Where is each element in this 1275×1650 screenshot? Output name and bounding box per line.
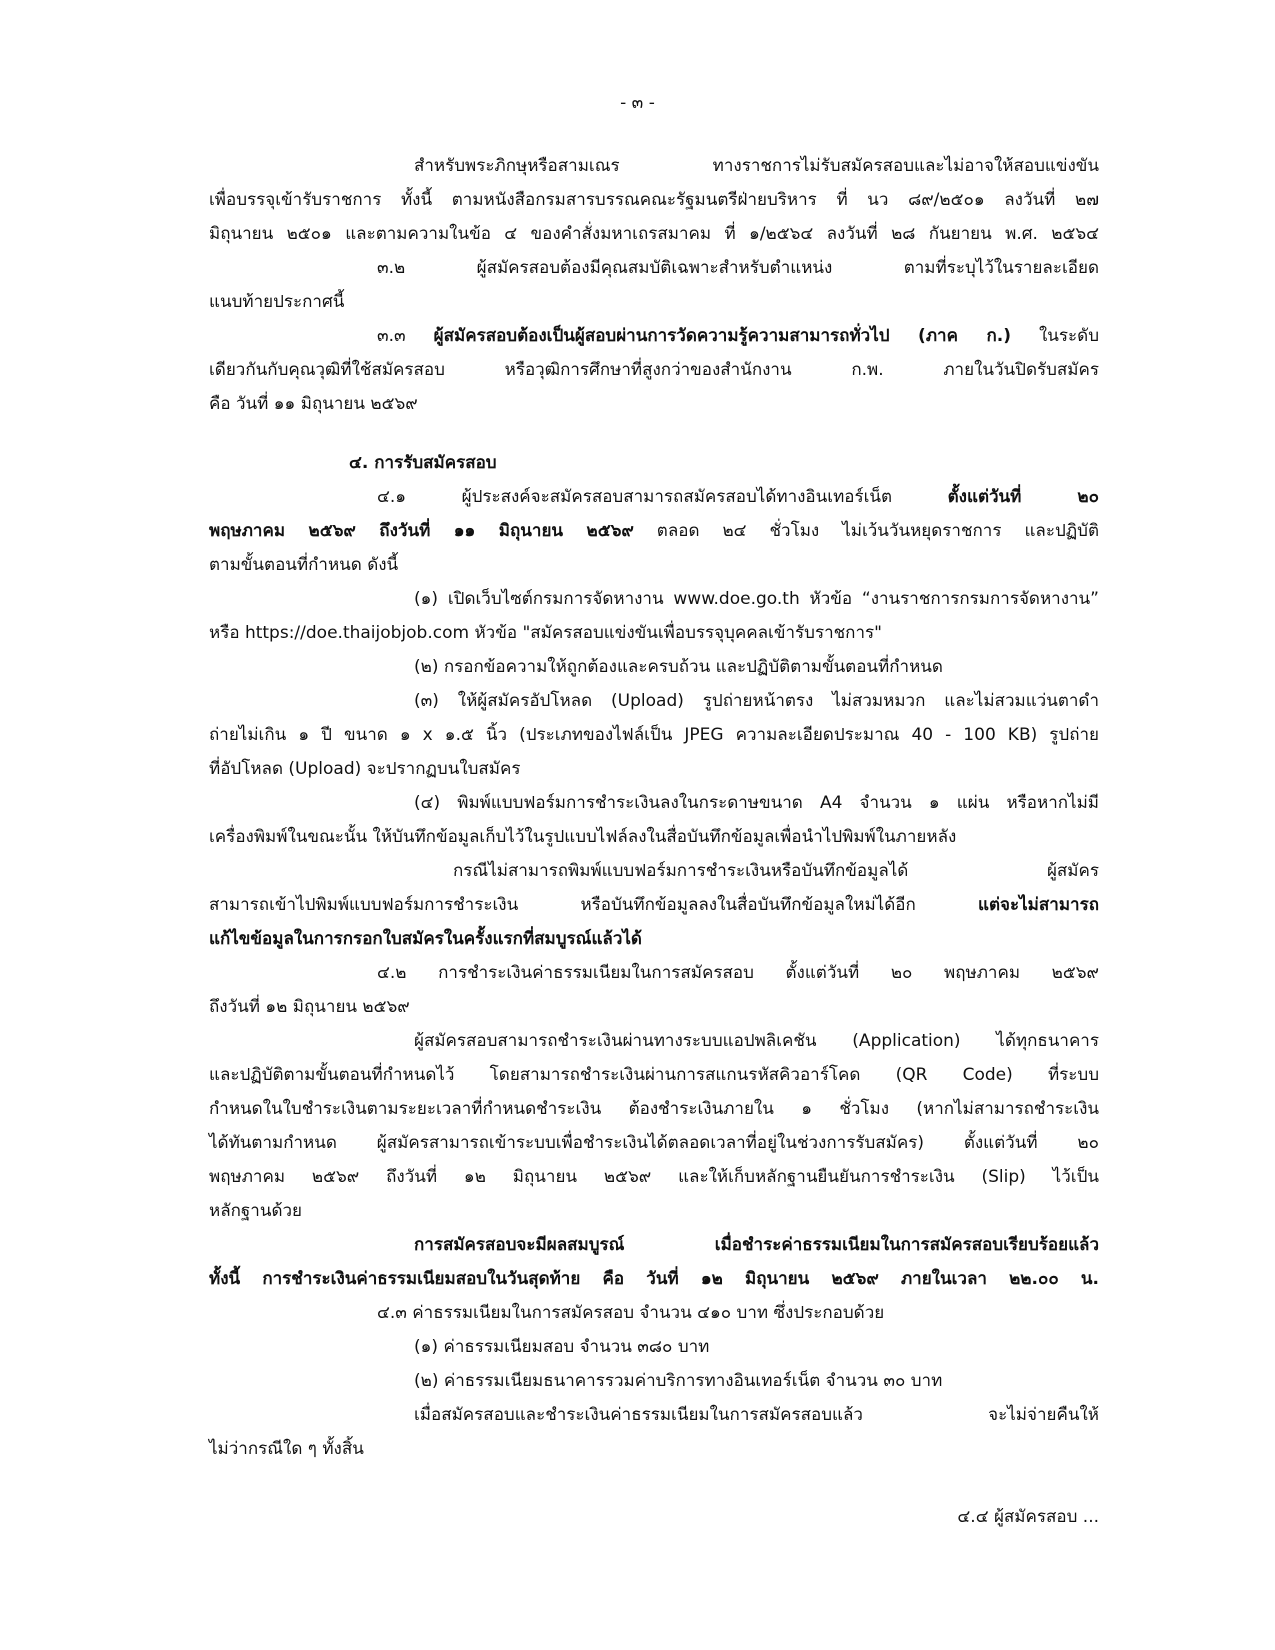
note-text: สามารถเข้าไปพิมพ์แบบฟอร์มการชำระเงิน หรือบันทึกข้อมูลลงในสื่อบันทึกข้อมูลใหม่ได้อีก bbox=[209, 895, 979, 915]
clause-3-3-line-2: เดียวกันกับคุณวุฒิที่ใช้สมัครสอบ หรือวุฒิการศึกษาที่สูงกว่าของสำนักงาน ก.พ. ภายในวันปิดรับสมัคร bbox=[209, 360, 1099, 380]
step-3-line-3: ที่อัปโหลด (Upload) จะปรากฏบนใบสมัคร bbox=[209, 759, 521, 779]
step-3-line-2: ถ่ายไม่เกิน ๑ ปี ขนาด ๑ x ๑.๕ นิ้ว (ประเภทของไฟล์เป็น JPEG ความละเอียดประมาณ 40 - 100 KB) รูปถ่าย bbox=[209, 725, 1099, 745]
clause-3-3-rest: ในระดับ bbox=[1010, 326, 1099, 346]
clause-3-3-number: ๓.๓ bbox=[377, 326, 434, 346]
note-line-2 bbox=[209, 888, 1099, 922]
continuation-marker: ๔.๔ ผู้สมัครสอบ ... bbox=[957, 1507, 1099, 1527]
completion-line-1: การสมัครสอบจะมีผลสมบูรณ์ เมื่อชำระค่าธรรมเนียมในการสมัครสอบเรียบร้อยแล้ว bbox=[414, 1235, 1099, 1255]
payment-line-6: หลักฐานด้วย bbox=[209, 1201, 303, 1221]
clause-4-1-bold-period: พฤษภาคม ๒๕๖๙ ถึงวันที่ ๑๑ มิถุนายน ๒๕๖๙ bbox=[209, 521, 634, 541]
clause-4-1-line-1 bbox=[377, 480, 1099, 514]
clause-3-3-line-3: คือ วันที่ ๑๑ มิถุนายน ๒๕๖๙ bbox=[209, 394, 418, 414]
clause-4-3: ๔.๓ ค่าธรรมเนียมในการสมัครสอบ จำนวน ๔๑๐ บาท ซึ่งประกอบด้วย bbox=[377, 1303, 885, 1323]
clause-4-1-line-3: ตามขั้นตอนที่กำหนด ดังนี้ bbox=[209, 555, 399, 575]
payment-line-5: พฤษภาคม ๒๕๖๙ ถึงวันที่ ๑๒ มิถุนายน ๒๕๖๙ และให้เก็บหลักฐานยืนยันการชำระเงิน (Slip) ไว้เป็น bbox=[209, 1167, 1099, 1187]
clause-3-3-bold-text: ผู้สมัครสอบต้องเป็นผู้สอบผ่านการวัดความรู้ความสามารถทั่วไป (ภาค ก.) bbox=[433, 326, 1011, 346]
step-1-line-1: (๑) เปิดเว็บไซต์กรมการจัดหางาน www.doe.go.th หัวข้อ “งานราชการกรมการจัดหางาน” bbox=[414, 589, 1099, 609]
note-bold-warning: แต่จะไม่สามารถ bbox=[978, 895, 1099, 915]
clause-4-2-line-2: ถึงวันที่ ๑๒ มิถุนายน ๒๕๖๙ bbox=[209, 997, 410, 1017]
monk-paragraph-line-2: เพื่อบรรจุเข้ารับราชการ ทั้งนี้ ตามหนังสือกรมสารบรรณคณะรัฐมนตรีฝ่ายบริหาร ที่ นว ๘๙/๒๕๐๑ ลงวันที่ ๒๗ bbox=[209, 190, 1099, 210]
clause-4-2-line-1: ๔.๒ การชำระเงินค่าธรรมเนียมในการสมัครสอบ ตั้งแต่วันที่ ๒๐ พฤษภาคม ๒๕๖๙ bbox=[377, 963, 1099, 983]
monk-paragraph-line-3: มิถุนายน ๒๕๐๑ และตามความในข้อ ๔ ของคำสั่งมหาเถรสมาคม ที่ ๑/๒๕๖๔ ลงวันที่ ๒๘ กันยายน พ.ศ. ๒๕๖๔ bbox=[209, 224, 1099, 244]
refund-line-1: เมื่อสมัครสอบและชำระเงินค่าธรรมเนียมในการสมัครสอบแล้ว จะไม่จ่ายคืนให้ bbox=[414, 1405, 1099, 1425]
note-line-1: กรณีไม่สามารถพิมพ์แบบฟอร์มการชำระเงินหรือบันทึกข้อมูลได้ ผู้สมัคร bbox=[453, 861, 1099, 881]
clause-4-1-text: ๔.๑ ผู้ประสงค์จะสมัครสอบสามารถสมัครสอบได้ทางอินเทอร์เน็ต bbox=[377, 487, 948, 507]
clause-4-1-rest: ตลอด ๒๔ ชั่วโมง ไม่เว้นวันหยุดราชการ และปฏิบัติ bbox=[633, 521, 1099, 541]
step-2: (๒) กรอกข้อความให้ถูกต้องและครบถ้วน และปฏิบัติตามขั้นตอนที่กำหนด bbox=[414, 657, 943, 677]
payment-line-1: ผู้สมัครสอบสามารถชำระเงินผ่านทางระบบแอปพลิเคชัน (Application) ได้ทุกธนาคาร bbox=[414, 1031, 1099, 1051]
note-line-3: แก้ไขข้อมูลในการกรอกใบสมัครในครั้งแรกที่สมบูรณ์แล้วได้ bbox=[209, 929, 642, 949]
clause-4-1-bold-date: ตั้งแต่วันที่ ๒๐ bbox=[947, 487, 1099, 507]
payment-line-4: ได้ทันตามกำหนด ผู้สมัครสามารถเข้าระบบเพื่อชำระเงินได้ตลอดเวลาที่อยู่ในช่วงการรับสมัคร) ตั้งแต่วันที่ ๒๐ bbox=[209, 1133, 1099, 1153]
monk-paragraph-line-1: สำหรับพระภิกษุหรือสามเณร ทางราชการไม่รับสมัครสอบและไม่อาจให้สอบแข่งขัน bbox=[414, 156, 1099, 176]
refund-line-2: ไม่ว่ากรณีใด ๆ ทั้งสิ้น bbox=[209, 1439, 364, 1459]
page-number: - ๓ - bbox=[620, 93, 655, 113]
fee-item-2: (๒) ค่าธรรมเนียมธนาคารรวมค่าบริการทางอินเทอร์เน็ต จำนวน ๓๐ บาท bbox=[414, 1371, 943, 1391]
step-4-line-1: (๔) พิมพ์แบบฟอร์มการชำระเงินลงในกระดาษขนาด A4 จำนวน ๑ แผ่น หรือหากไม่มี bbox=[414, 793, 1099, 813]
step-4-line-2: เครื่องพิมพ์ในขณะนั้น ให้บันทึกข้อมูลเก็บไว้ในรูปแบบไฟล์ลงในสื่อบันทึกข้อมูลเพื่อนำไปพิมพ์ในภายหลัง bbox=[209, 827, 957, 847]
payment-line-3: กำหนดในใบชำระเงินตามระยะเวลาที่กำหนดชำระเงิน ต้องชำระเงินภายใน ๑ ชั่วโมง (หากไม่สามารถชำระเงิน bbox=[209, 1099, 1099, 1119]
section-4-heading: ๔. การรับสมัครสอบ bbox=[349, 453, 497, 473]
completion-line-2: ทั้งนี้ การชำระเงินค่าธรรมเนียมสอบในวันสุดท้าย คือ วันที่ ๑๒ มิถุนายน ๒๕๖๙ ภายในเวลา ๒๒.๐๐ น. bbox=[209, 1269, 1099, 1289]
clause-3-2-line-1: ๓.๒ ผู้สมัครสอบต้องมีคุณสมบัติเฉพาะสำหรับตำแหน่ง ตามที่ระบุไว้ในรายละเอียด bbox=[377, 258, 1099, 278]
clause-3-2-line-2: แนบท้ายประกาศนี้ bbox=[209, 292, 345, 312]
step-3-line-1: (๓) ให้ผู้สมัครอัปโหลด (Upload) รูปถ่ายหน้าตรง ไม่สวมหมวก และไม่สวมแว่นตาดำ bbox=[414, 691, 1099, 711]
clause-4-1-line-2 bbox=[209, 514, 1099, 548]
payment-line-2: และปฏิบัติตามขั้นตอนที่กำหนดไว้ โดยสามารถชำระเงินผ่านการสแกนรหัสคิวอาร์โคด (QR Code) ที่ระบบ bbox=[209, 1065, 1099, 1085]
step-1-line-2: หรือ https://doe.thaijobjob.com หัวข้อ "สมัครสอบแข่งขันเพื่อบรรจุบุคคลเข้ารับราชการ" bbox=[209, 623, 882, 643]
clause-3-3-line-1 bbox=[377, 319, 1099, 353]
fee-item-1: (๑) ค่าธรรมเนียมสอบ จำนวน ๓๘๐ บาท bbox=[414, 1337, 710, 1357]
